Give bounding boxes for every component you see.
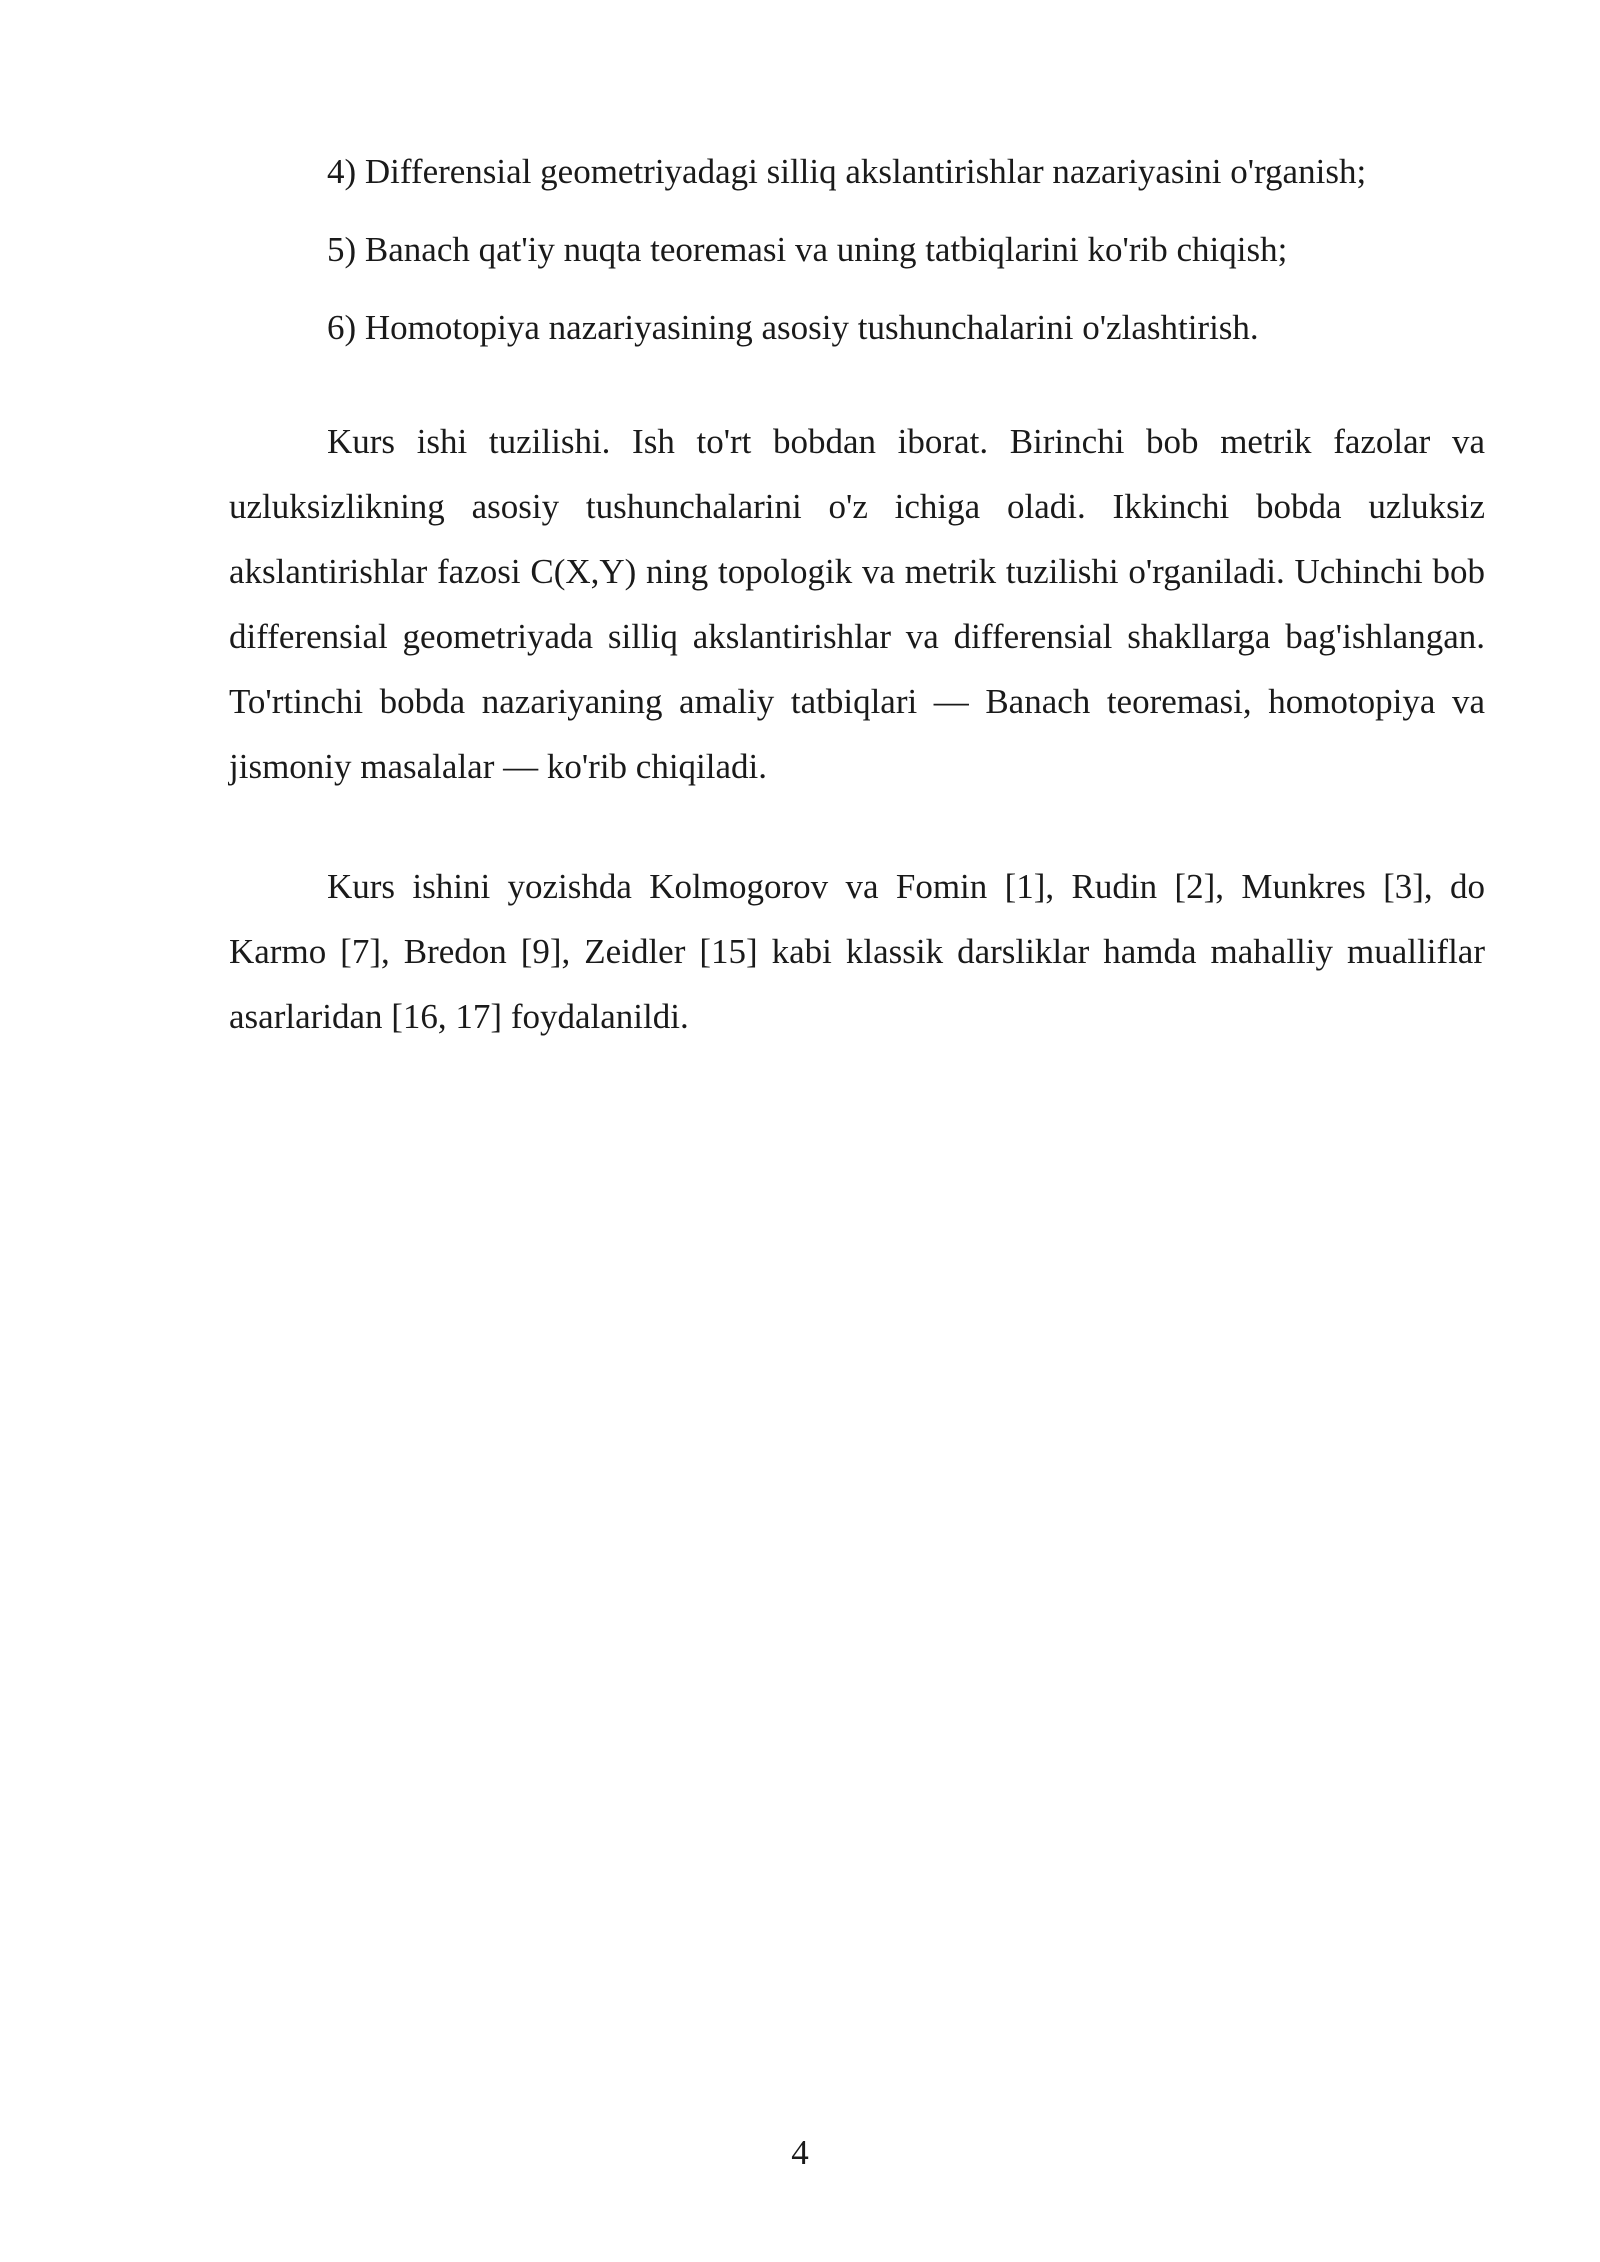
list-item: 5) Banach qat'iy nuqta teoremasi va uning tatbiqlarini ko'rib chiqish; xyxy=(327,230,1288,269)
list-item: 4) Differensial geometriyadagi silliq akslantirishlar nazariyasini o'rganish; xyxy=(327,152,1367,191)
sources-paragraph: Kurs ishini yozishda Kolmogorov va Fomin [1], Rudin [2], Munkres [3], do Karmo [7], Bredon [9], Zeidler [15] kabi klassik darsliklar hamda mahalliy mualliflar asarlaridan [16, 17] foydalanildi. xyxy=(229,867,1485,1036)
structure-paragraph: Kurs ishi tuzilishi. Ish to'rt bobdan iborat. Birinchi bob metrik fazolar va uzluksizlikning asosiy tushunchalarini o'z ichiga oladi. Ikkinchi bobda uzluksiz akslantirishlar fazosi C(X,Y) ning topologik va metrik tuzilishi o'rganiladi. Uchinchi bob differensial geometriyada silliq akslantirishlar va differensial shakllarga bag'ishlangan. To'rtinchi bobda nazariyaning amaliy tatbiqlari — Banach teoremasi, homotopiya va jismoniy masalalar — ko'rib chiqiladi. xyxy=(229,422,1485,786)
list-item: 6) Homotopiya nazariyasining asosiy tushunchalarini o'zlashtirish. xyxy=(327,308,1259,347)
objectives-list xyxy=(229,145,1485,354)
page-content xyxy=(229,145,1485,1049)
page-number: 4 xyxy=(791,2133,809,2172)
